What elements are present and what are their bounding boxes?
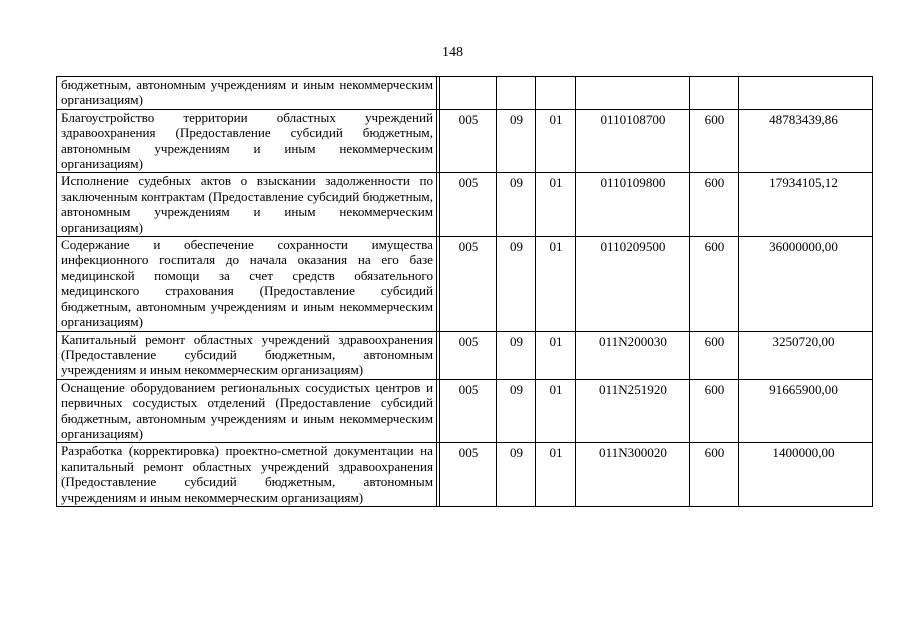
subsection-code-cell: 01 xyxy=(536,331,576,379)
grbs-code-cell xyxy=(440,77,497,110)
section-code-cell: 09 xyxy=(497,379,536,443)
expense-name-cell: Исполнение судебных актов о взыскании задолженности по заключенным контрактам (Предоставление субсидий бюджетным, автономным учреждениям и иным некоммерческим организациям) xyxy=(57,173,437,237)
amount-cell: 48783439,86 xyxy=(739,109,873,173)
subsection-code-cell: 01 xyxy=(536,109,576,173)
amount-cell: 17934105,12 xyxy=(739,173,873,237)
subsection-code-cell: 01 xyxy=(536,443,576,507)
expense-name-cell: Капитальный ремонт областных учреждений здравоохранения (Предоставление субсидий бюджетным, автономным учреждениям и иным некоммерческим организациям) xyxy=(57,331,437,379)
subsection-code-cell xyxy=(536,77,576,110)
expense-name-cell: Оснащение оборудованием региональных сосудистых центров и первичных сосудистых отделений (Предоставление субсидий бюджетным, автономным учреждениям и иным некоммерческим организациям) xyxy=(57,379,437,443)
target-article-cell: 011N200030 xyxy=(576,331,690,379)
table-row xyxy=(57,109,873,173)
expense-name-cell: Содержание и обеспечение сохранности имущества инфекционного госпиталя до начала оказания на его базе медицинской помощи за счет средств обязательного медицинского страхования (Предоставление субсидий бюджетным, автономным учреждениям и иным некоммерческим организациям) xyxy=(57,237,437,331)
page-number: 148 xyxy=(442,45,463,60)
target-article-cell: 011N300020 xyxy=(576,443,690,507)
target-article-cell: 0110209500 xyxy=(576,237,690,331)
table-row xyxy=(57,77,873,110)
amount-cell: 1400000,00 xyxy=(739,443,873,507)
section-code-cell: 09 xyxy=(497,173,536,237)
grbs-code-cell: 005 xyxy=(440,443,497,507)
grbs-code-cell: 005 xyxy=(440,379,497,443)
grbs-code-cell: 005 xyxy=(440,173,497,237)
target-article-cell: 011N251920 xyxy=(576,379,690,443)
expense-name-cell: Разработка (корректировка) проектно-сметной документации на капитальный ремонт областных учреждений здравоохранения (Предоставление субсидий бюджетным, автономным учреждениям и иным некоммерческим организациям) xyxy=(57,443,437,507)
target-article-cell xyxy=(576,77,690,110)
amount-cell xyxy=(739,77,873,110)
subsection-code-cell: 01 xyxy=(536,237,576,331)
section-code-cell: 09 xyxy=(497,443,536,507)
grbs-code-cell: 005 xyxy=(440,331,497,379)
table-row xyxy=(57,443,873,507)
target-article-cell: 0110109800 xyxy=(576,173,690,237)
expense-type-cell xyxy=(690,77,739,110)
expense-type-cell: 600 xyxy=(690,379,739,443)
amount-cell: 36000000,00 xyxy=(739,237,873,331)
table-row xyxy=(57,173,873,237)
grbs-code-cell: 005 xyxy=(440,237,497,331)
amount-cell: 91665900,00 xyxy=(739,379,873,443)
section-code-cell: 09 xyxy=(497,237,536,331)
expense-type-cell: 600 xyxy=(690,109,739,173)
table-row xyxy=(57,331,873,379)
subsection-code-cell: 01 xyxy=(536,173,576,237)
expense-type-cell: 600 xyxy=(690,237,739,331)
expense-name-cell: бюджетным, автономным учреждениям и иным некоммерческим организациям) xyxy=(57,77,437,110)
section-code-cell xyxy=(497,77,536,110)
section-code-cell: 09 xyxy=(497,109,536,173)
expense-name-cell: Благоустройство территории областных учреждений здравоохранения (Предоставление субсидий бюджетным, автономным учреждениям и иным некоммерческим организациям) xyxy=(57,109,437,173)
expense-type-cell: 600 xyxy=(690,331,739,379)
section-code-cell: 09 xyxy=(497,331,536,379)
subsection-code-cell: 01 xyxy=(536,379,576,443)
budget-table xyxy=(56,76,873,507)
target-article-cell: 0110108700 xyxy=(576,109,690,173)
amount-cell: 3250720,00 xyxy=(739,331,873,379)
expense-type-cell: 600 xyxy=(690,173,739,237)
grbs-code-cell: 005 xyxy=(440,109,497,173)
table-row xyxy=(57,379,873,443)
expense-type-cell: 600 xyxy=(690,443,739,507)
table-row xyxy=(57,237,873,331)
